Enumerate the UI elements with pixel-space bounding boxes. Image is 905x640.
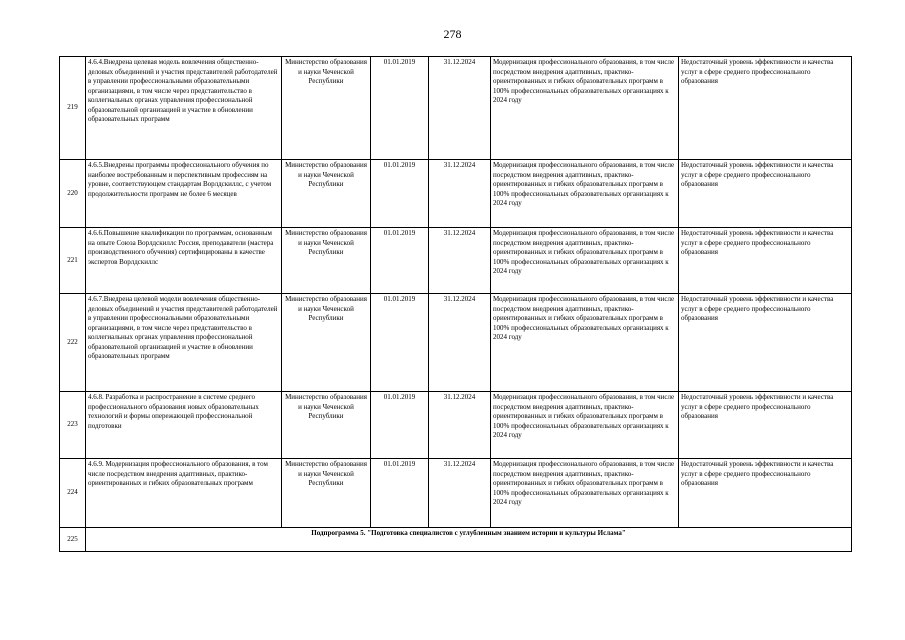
- table-row: [60, 392, 852, 459]
- start-date: 01.01.2019: [371, 57, 429, 160]
- consequence-cell: Недостаточный уровень эффективности и качества услуг в сфере среднего профессионального образования: [679, 160, 852, 228]
- expected-result: Модернизация профессионального образования, в том числе посредством внедрения адаптивных, практико-ориентированных и гибких образовательных программ в 100% профессиональных образовательных организациях к 2024 году: [491, 228, 679, 294]
- activity-name: 4.6.7.Внедрена целевой модели вовлечения общественно-деловых объединений и участия представителей работодателей в управлении профессиональными образовательными организациями, в том числе через представительство в коллегиальных органах управления профессиональной образовательной организацией и участие в обновлении образовательных программ: [86, 294, 282, 392]
- end-date: 31.12.2024: [429, 57, 491, 160]
- row-number: 224: [60, 459, 86, 528]
- consequence-cell: Недостаточный уровень эффективности и качества услуг в сфере среднего профессионального образования: [679, 228, 852, 294]
- row-number: 222: [60, 294, 86, 392]
- executor-cell: Министерство образования и науки Чеченской Республики: [282, 57, 371, 160]
- table-row: [60, 57, 852, 160]
- row-number: 219: [60, 57, 86, 160]
- expected-result: Модернизация профессионального образования, в том числе посредством внедрения адаптивных, практико-ориентированных и гибких образовательных программ в 100% профессиональных образовательных организациях к 2024 году: [491, 294, 679, 392]
- row-number: 225: [60, 528, 86, 552]
- activity-name: 4.6.9. Модернизация профессионального образования, в том числе посредством внедрения адаптивных, практико-ориентированных и гибких образовательных программ: [86, 459, 282, 528]
- row-number: 220: [60, 160, 86, 228]
- end-date: 31.12.2024: [429, 228, 491, 294]
- row-number: 221: [60, 228, 86, 294]
- end-date: 31.12.2024: [429, 160, 491, 228]
- consequence-cell: Недостаточный уровень эффективности и качества услуг в сфере среднего профессионального образования: [679, 57, 852, 160]
- table-row: [60, 228, 852, 294]
- end-date: 31.12.2024: [429, 294, 491, 392]
- start-date: 01.01.2019: [371, 228, 429, 294]
- consequence-cell: Недостаточный уровень эффективности и качества услуг в сфере среднего профессионального образования: [679, 294, 852, 392]
- executor-cell: Министерство образования и науки Чеченской Республики: [282, 294, 371, 392]
- expected-result: Модернизация профессионального образования, в том числе посредством внедрения адаптивных, практико-ориентированных и гибких образовательных программ в 100% профессиональных образовательных организациях к 2024 году: [491, 392, 679, 459]
- executor-cell: Министерство образования и науки Чеченской Республики: [282, 160, 371, 228]
- table-row: [60, 294, 852, 392]
- expected-result: Модернизация профессионального образования, в том числе посредством внедрения адаптивных, практико-ориентированных и гибких образовательных программ в 100% профессиональных образовательных организациях к 2024 году: [491, 459, 679, 528]
- start-date: 01.01.2019: [371, 392, 429, 459]
- table-row: [60, 160, 852, 228]
- subprogram-title: Подпрограмма 5. "Подготовка специалистов с углубленным знанием истории и культуры Ислама": [86, 528, 852, 552]
- activity-name: 4.6.4.Внедрена целевая модель вовлечения общественно-деловых объединений и участия представителей работодателей в управлении профессиональными образовательными организациями, в том числе через представительство в коллегиальных органах управления профессиональной образовательной организацией и участие в обновлении образовательных программ: [86, 57, 282, 160]
- activity-name: 4.6.5.Внедрены программы профессионального обучения по наиболее востребованным и перспективным профессиям на уровне, соответствующем стандартам Ворлдскиллс, с учетом продолжительности программ не более 6 месяцев: [86, 160, 282, 228]
- end-date: 31.12.2024: [429, 392, 491, 459]
- start-date: 01.01.2019: [371, 160, 429, 228]
- executor-cell: Министерство образования и науки Чеченской Республики: [282, 459, 371, 528]
- consequence-cell: Недостаточный уровень эффективности и качества услуг в сфере среднего профессионального образования: [679, 459, 852, 528]
- start-date: 01.01.2019: [371, 459, 429, 528]
- executor-cell: Министерство образования и науки Чеченской Республики: [282, 392, 371, 459]
- start-date: 01.01.2019: [371, 294, 429, 392]
- table-row: [60, 459, 852, 528]
- activity-name: 4.6.8. Разработка и распространение в системе среднего профессионального образования новых образовательных технологий и формы опережающей профессиональной подготовки: [86, 392, 282, 459]
- expected-result: Модернизация профессионального образования, в том числе посредством внедрения адаптивных, практико-ориентированных и гибких образовательных программ в 100% профессиональных образовательных организациях к 2024 году: [491, 160, 679, 228]
- consequence-cell: Недостаточный уровень эффективности и качества услуг в сфере среднего профессионального образования: [679, 392, 852, 459]
- page-number: 278: [443, 27, 462, 41]
- activities-table: [59, 56, 852, 552]
- executor-cell: Министерство образования и науки Чеченской Республики: [282, 228, 371, 294]
- row-number: 223: [60, 392, 86, 459]
- subprogram-row: [60, 528, 852, 552]
- expected-result: Модернизация профессионального образования, в том числе посредством внедрения адаптивных, практико-ориентированных и гибких образовательных программ в 100% профессиональных образовательных организациях к 2024 году: [491, 57, 679, 160]
- activity-name: 4.6.6.Повышение квалификации по программам, основанным на опыте Союза Ворлдскиллс Россия, преподаватели (мастера производственного обучения) сертифицированы в качестве экспертов Ворлдскиллс: [86, 228, 282, 294]
- end-date: 31.12.2024: [429, 459, 491, 528]
